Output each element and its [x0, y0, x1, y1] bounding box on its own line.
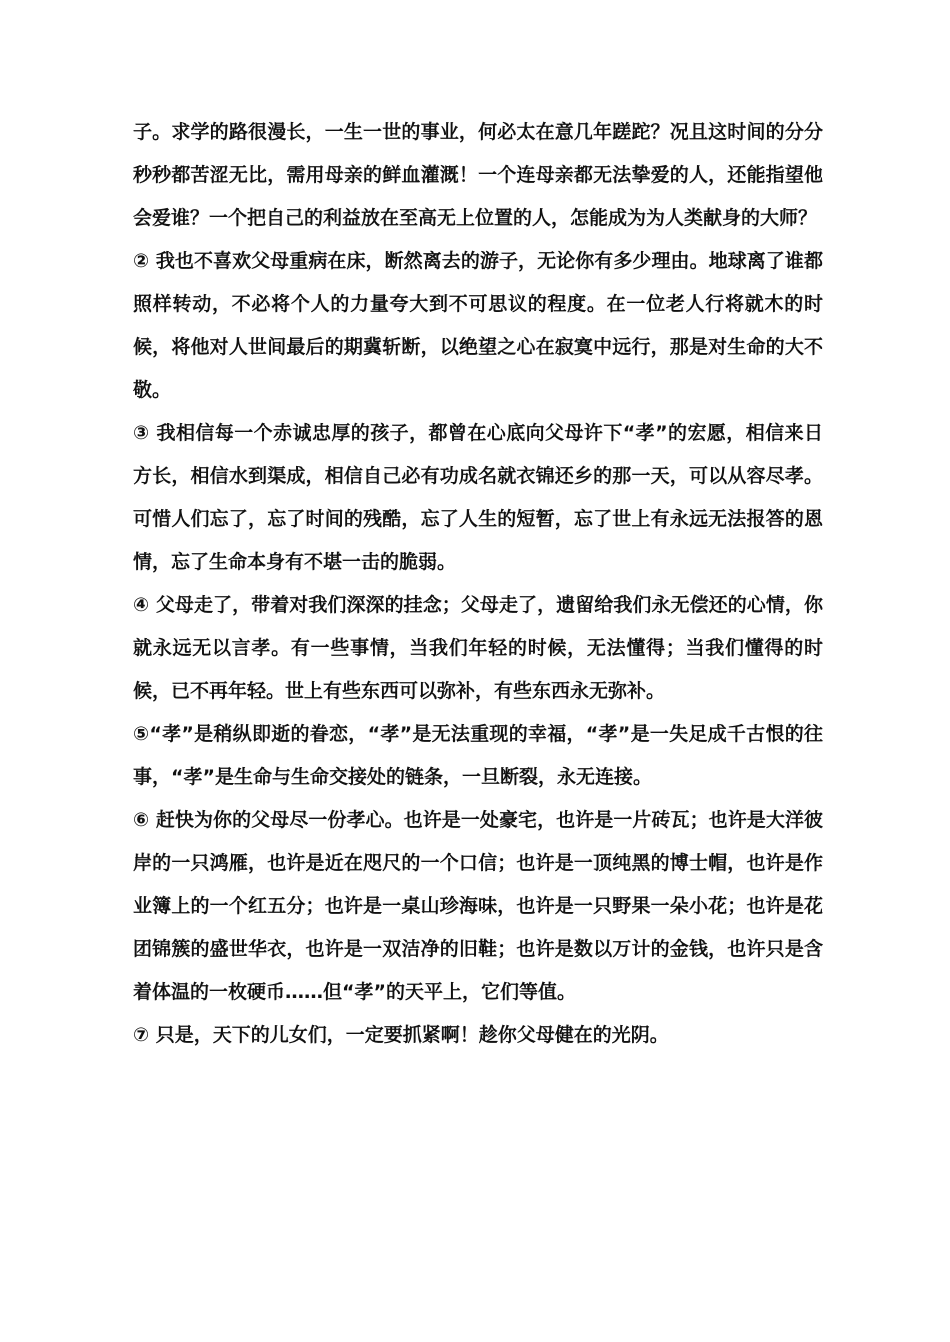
- paragraph-3: ③ 我相信每一个赤诚忠厚的孩子，都曾在心底向父母许下“孝”的宏愿，相信来日方长，相信水到渠成，相信自己必有功成名就衣锦还乡的那一天，可以从容尽孝。可惜人们忘了，忘了时间的残酷，忘了人生的短暂，忘了世上有永远无法报答的恩情，忘了生命本身有不堪一击的脆弱。: [133, 422, 823, 573]
- paragraph-4: ④ 父母走了，带着对我们深深的挂念；父母走了，遗留给我们永无偿还的心情，你就永远无以言孝。有一些事情，当我们年轻的时候，无法懂得；当我们懂得的时候，已不再年轻。世上有些东西可以弥补，有些东西永无弥补。: [133, 594, 823, 702]
- paragraph-6: ⑥ 赶快为你的父母尽一份孝心。也许是一处豪宅，也许是一片砖瓦；也许是大洋彼岸的一只鸿雁，也许是近在咫尺的一个口信；也许是一顶纯黑的博士帽，也许是作业簿上的一个红五分；也许是一桌山珍海味，也许是一只野果一朵小花；也许是花团锦簇的盛世华衣，也许是一双洁净的旧鞋；也许是数以万计的金钱，也许只是含着体温的一枚硬币……但“孝”的天平上，它们等值。: [133, 809, 823, 1003]
- paragraph-1: 子。求学的路很漫长，一生一世的事业，何必太在意几年蹉跎？况且这时间的分分秒秒都苦涩无比，需用母亲的鲜血灌溉！一个连母亲都无法挚爱的人，还能指望他会爱谁？一个把自己的利益放在至高无上位置的人，怎能成为为人类献身的大师？: [133, 121, 823, 229]
- paragraph-7: ⑦ 只是，天下的儿女们，一定要抓紧啊！趁你父母健在的光阴。: [133, 1024, 669, 1046]
- document-page: [133, 111, 823, 1057]
- paragraph-5: ⑤“孝”是稍纵即逝的眷恋，“孝”是无法重现的幸福，“孝”是一失足成千古恨的往事，“孝”是生命与生命交接处的链条，一旦断裂，永无连接。: [133, 723, 823, 788]
- paragraph-2: ② 我也不喜欢父母重病在床，断然离去的游子，无论你有多少理由。地球离了谁都照样转动，不必将个人的力量夸大到不可思议的程度。在一位老人行将就木的时候，将他对人世间最后的期冀斩断，以绝望之心在寂寞中远行，那是对生命的大不敬。: [133, 250, 823, 401]
